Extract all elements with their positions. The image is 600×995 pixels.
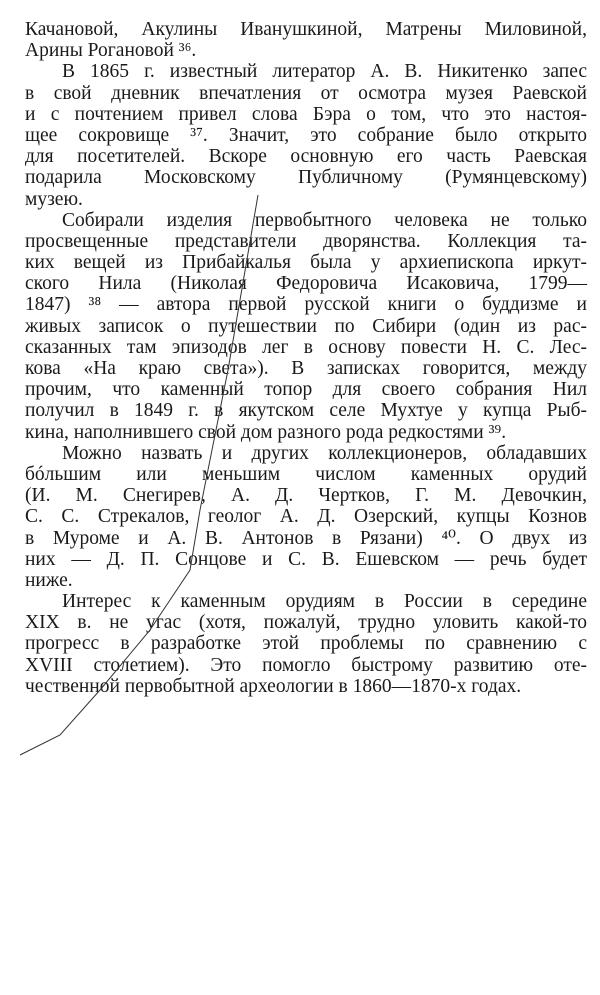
text-line: них — Д. П. Сонцове и С. В. Ешевском — речь будет — [25, 548, 587, 570]
text-line: прочим, что каменный топор для своего собрания Нил — [25, 379, 587, 401]
text-line: прогресс в разработке этой проблемы по сравнению с — [25, 633, 587, 655]
text-line: сказанных там эпизодов лег в основу повести Н. С. Лес- — [25, 336, 587, 358]
text-line: Собирали изделия первобытного человека не только — [62, 209, 587, 231]
text-line: XVIII столетием). Это помогло быстрому развитию оте- — [25, 654, 587, 676]
text-line: XIX в. не угас (хотя, пожалуй, трудно уловить какой-то — [25, 612, 587, 634]
text-line: Арины Рогановой ³⁶. — [25, 40, 197, 62]
text-line: подарила Московскому Публичному (Румянцевскому) — [25, 167, 587, 189]
text-line: ниже. — [25, 569, 73, 591]
text-line: просвещенные представители дворянства. Коллекция та- — [25, 230, 587, 252]
text-line: щее сокровище ³⁷. Значит, это собрание было открыто — [25, 124, 587, 146]
text-line: Можно назвать и других коллекционеров, обладавших — [62, 442, 587, 464]
text-line: ского Нила (Николая Федоровича Исаковича, 1799— — [25, 273, 587, 295]
text-line: кова «На краю света»). В записках говорится, между — [25, 358, 587, 379]
text-line: 1847) ³⁸ — автора первой русской книги о буддизме и — [25, 294, 587, 316]
text-line: музею. — [25, 188, 83, 210]
text-line: В 1865 г. известный литератор А. В. Никитенко запес — [62, 61, 587, 83]
text-line: в Муроме и А. В. Антонов в Рязани) ⁴⁰. О двух из — [25, 527, 587, 549]
text-line: С. С. Стрекалов, геолог А. Д. Озерский, купцы Кознов — [25, 506, 587, 528]
text-line: бóльшим или меньшим числом каменных орудий — [25, 463, 587, 485]
text-line: (И. М. Снегирев, А. Д. Чертков, Г. М. Девочкин, — [25, 485, 587, 507]
text-line: и с почтением привел слова Бэра о том, что это настоя- — [25, 103, 587, 125]
text-line: получил в 1849 г. в якутском селе Мухтуе у купца Рыб- — [25, 400, 587, 422]
text-line: кина, наполнившего свой дом разного рода редкостями ³⁹. — [25, 421, 507, 443]
text-line: чественной первобытной археологии в 1860—1870-х годах. — [25, 675, 522, 697]
text-line: для посетителей. Вскоре основную его часть Раевская — [25, 146, 587, 168]
text-line: Качановой, Акулины Иванушкиной, Матрены Миловиной, — [25, 19, 587, 40]
text-line: Интерес к каменным орудиям в России в середине — [62, 591, 587, 613]
diagonal-pen-line — [20, 195, 258, 755]
text-line: в свой дневник впечатления от осмотра музея Раевской — [25, 82, 587, 104]
text-line: живых записок о путешествии по Сибири (один из рас- — [25, 315, 587, 337]
text-line: ких вещей из Прибайкалья была у архиепископа иркут- — [25, 252, 587, 274]
